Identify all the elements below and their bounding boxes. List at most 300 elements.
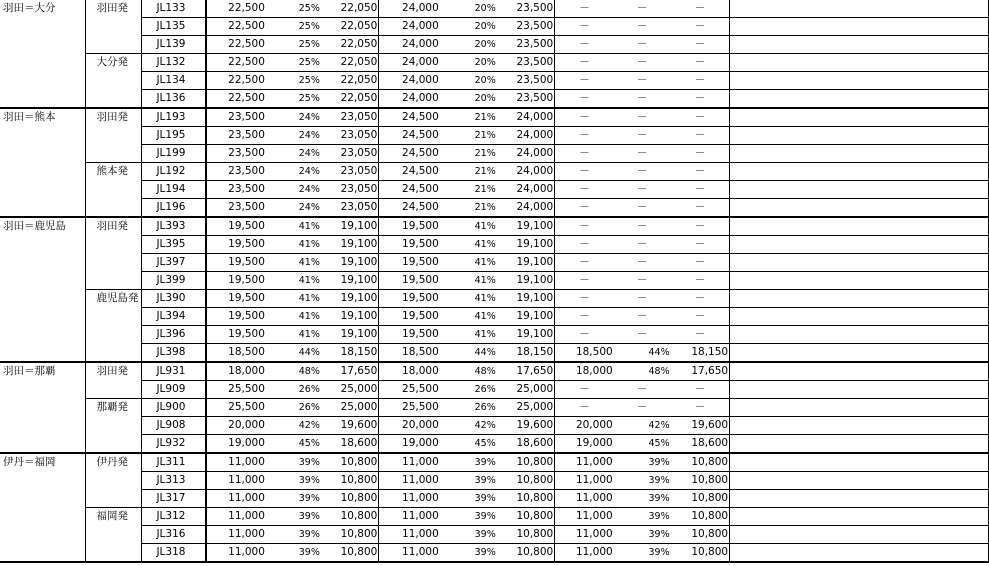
fare-cell: 25%: [266, 54, 321, 72]
blank-cell: [730, 344, 989, 363]
fare-cell: 39%: [440, 490, 497, 508]
fare-cell: －: [671, 199, 730, 218]
fare-cell: 23,050: [321, 163, 379, 181]
fare-cell: 19,500: [206, 217, 266, 236]
fare-cell: －: [614, 326, 671, 344]
fare-cell: 18,500: [379, 344, 440, 363]
fare-cell: 17,650: [497, 362, 555, 381]
fare-cell: 23,500: [206, 199, 266, 218]
direction-label: 羽田発: [86, 0, 142, 54]
fare-cell: 23,500: [497, 54, 555, 72]
table-row: [0, 435, 989, 454]
fare-cell: －: [555, 108, 614, 127]
fare-cell: 45%: [614, 435, 671, 454]
fare-cell: 11,000: [379, 453, 440, 472]
fare-cell: 19,500: [206, 236, 266, 254]
table-row: [0, 108, 989, 127]
fare-cell: 45%: [266, 435, 321, 454]
fare-cell: 11,000: [555, 526, 614, 544]
flight-number: JL139: [142, 36, 206, 54]
fare-cell: 25,000: [497, 381, 555, 399]
fare-cell: 10,800: [497, 508, 555, 526]
fare-cell: 19,100: [321, 217, 379, 236]
fare-cell: 24,500: [379, 108, 440, 127]
flight-number: JL311: [142, 453, 206, 472]
fare-cell: 25%: [266, 90, 321, 109]
fare-cell: 10,800: [671, 544, 730, 563]
fare-cell: 44%: [614, 344, 671, 363]
fare-cell: 11,000: [379, 490, 440, 508]
fare-cell: 39%: [266, 490, 321, 508]
fare-cell: －: [671, 272, 730, 290]
fare-cell: 19,100: [321, 308, 379, 326]
fare-cell: 19,500: [206, 254, 266, 272]
fare-cell: －: [671, 290, 730, 308]
flight-number: JL192: [142, 163, 206, 181]
fare-cell: 23,500: [497, 0, 555, 18]
fare-cell: －: [555, 254, 614, 272]
table-row: [0, 417, 989, 435]
fare-cell: 44%: [266, 344, 321, 363]
fare-cell: 10,800: [671, 490, 730, 508]
fare-cell: 19,500: [379, 326, 440, 344]
fare-cell: 19,100: [497, 236, 555, 254]
direction-label: 羽田発: [86, 217, 142, 290]
fare-cell: 11,000: [206, 508, 266, 526]
fare-cell: －: [671, 0, 730, 18]
fare-cell: －: [614, 308, 671, 326]
fare-cell: －: [614, 0, 671, 18]
blank-cell: [730, 435, 989, 454]
fare-cell: 19,500: [206, 290, 266, 308]
fare-cell: 20%: [440, 72, 497, 90]
fare-cell: 17,650: [671, 362, 730, 381]
fare-cell: －: [555, 181, 614, 199]
fare-cell: 10,800: [497, 526, 555, 544]
blank-cell: [730, 145, 989, 163]
fare-cell: 10,800: [497, 490, 555, 508]
blank-cell: [730, 90, 989, 109]
route-label: 伊丹＝福岡: [0, 453, 86, 562]
blank-cell: [730, 18, 989, 36]
fare-cell: 19,500: [379, 236, 440, 254]
fare-cell: 21%: [440, 181, 497, 199]
fare-cell: 22,050: [321, 90, 379, 109]
fare-cell: 39%: [440, 526, 497, 544]
fare-cell: 41%: [440, 254, 497, 272]
fare-cell: 25,000: [321, 381, 379, 399]
fare-cell: －: [671, 72, 730, 90]
table-row: [0, 54, 989, 72]
table-row: [0, 472, 989, 490]
fare-cell: 41%: [266, 272, 321, 290]
fare-cell: 10,800: [321, 453, 379, 472]
fare-cell: －: [671, 399, 730, 417]
blank-cell: [730, 381, 989, 399]
fare-cell: 41%: [440, 290, 497, 308]
fare-cell: 19,500: [379, 290, 440, 308]
fare-cell: 11,000: [379, 508, 440, 526]
direction-label: 伊丹発: [86, 453, 142, 508]
fare-cell: 22,500: [206, 0, 266, 18]
fare-cell: 24,000: [379, 54, 440, 72]
fare-cell: 18,500: [555, 344, 614, 363]
fare-cell: 23,500: [497, 90, 555, 109]
fare-cell: －: [555, 163, 614, 181]
fare-cell: 39%: [440, 508, 497, 526]
fare-cell: －: [555, 18, 614, 36]
blank-cell: [730, 254, 989, 272]
fare-cell: 23,500: [497, 72, 555, 90]
fare-cell: 23,500: [206, 163, 266, 181]
fare-cell: 39%: [266, 526, 321, 544]
fare-cell: 41%: [440, 326, 497, 344]
fare-cell: 25%: [266, 36, 321, 54]
fare-cell: 11,000: [555, 472, 614, 490]
fare-cell: 41%: [266, 254, 321, 272]
fare-cell: 21%: [440, 145, 497, 163]
fare-cell: 10,800: [321, 508, 379, 526]
fare-cell: 22,500: [206, 18, 266, 36]
fare-cell: 22,500: [206, 72, 266, 90]
fare-cell: 21%: [440, 108, 497, 127]
table-row: [0, 490, 989, 508]
fare-cell: －: [555, 308, 614, 326]
fare-cell: 44%: [440, 344, 497, 363]
fare-cell: 39%: [614, 453, 671, 472]
fare-cell: 18,000: [379, 362, 440, 381]
fare-cell: 17,650: [321, 362, 379, 381]
fare-cell: －: [671, 326, 730, 344]
fare-cell: 39%: [614, 526, 671, 544]
route-label: 羽田＝那覇: [0, 362, 86, 453]
table-row: [0, 526, 989, 544]
fare-cell: 23,500: [206, 108, 266, 127]
fare-cell: 18,600: [497, 435, 555, 454]
flight-number: JL317: [142, 490, 206, 508]
direction-label: 大分発: [86, 54, 142, 109]
fare-cell: 23,500: [206, 127, 266, 145]
flight-number: JL133: [142, 0, 206, 18]
fare-cell: 48%: [614, 362, 671, 381]
fare-cell: －: [671, 381, 730, 399]
fare-cell: 39%: [614, 472, 671, 490]
fare-cell: －: [614, 72, 671, 90]
fare-cell: 18,000: [555, 362, 614, 381]
fare-cell: 41%: [266, 308, 321, 326]
blank-cell: [730, 236, 989, 254]
fare-cell: 23,050: [321, 145, 379, 163]
fare-cell: 24,500: [379, 145, 440, 163]
blank-cell: [730, 36, 989, 54]
direction-label: 羽田発: [86, 362, 142, 399]
blank-cell: [730, 362, 989, 381]
blank-cell: [730, 399, 989, 417]
fare-cell: 19,100: [321, 326, 379, 344]
fare-cell: 41%: [266, 290, 321, 308]
fare-cell: －: [671, 54, 730, 72]
fare-cell: 23,500: [497, 36, 555, 54]
blank-cell: [730, 199, 989, 218]
fare-cell: 24,000: [379, 36, 440, 54]
flight-number: JL316: [142, 526, 206, 544]
fare-cell: 22,500: [206, 54, 266, 72]
fare-cell: 22,500: [206, 90, 266, 109]
flight-number: JL398: [142, 344, 206, 363]
fare-cell: 11,000: [379, 472, 440, 490]
flight-number: JL395: [142, 236, 206, 254]
flight-number: JL312: [142, 508, 206, 526]
fare-cell: －: [614, 18, 671, 36]
fare-cell: 23,500: [497, 18, 555, 36]
fare-cell: 18,500: [206, 344, 266, 363]
fare-cell: －: [555, 0, 614, 18]
fare-cell: 19,100: [321, 236, 379, 254]
fare-cell: 25,000: [497, 399, 555, 417]
blank-cell: [730, 54, 989, 72]
fare-cell: 18,000: [206, 362, 266, 381]
table-row: [0, 308, 989, 326]
flight-number: JL136: [142, 90, 206, 109]
table-row: [0, 508, 989, 526]
blank-cell: [730, 490, 989, 508]
fare-cell: －: [555, 127, 614, 145]
blank-cell: [730, 544, 989, 563]
table-row: [0, 362, 989, 381]
fare-cell: 24,000: [379, 0, 440, 18]
fare-cell: －: [671, 127, 730, 145]
fare-cell: 19,000: [206, 435, 266, 454]
fare-cell: －: [555, 381, 614, 399]
table-row: [0, 254, 989, 272]
blank-cell: [730, 163, 989, 181]
fare-cell: 19,100: [497, 217, 555, 236]
fare-cell: －: [555, 145, 614, 163]
flight-number: JL397: [142, 254, 206, 272]
blank-cell: [730, 417, 989, 435]
flight-number: JL394: [142, 308, 206, 326]
direction-label: 熊本発: [86, 163, 142, 218]
fare-cell: －: [555, 290, 614, 308]
fare-cell: 25,500: [206, 399, 266, 417]
fare-cell: 10,800: [321, 526, 379, 544]
fare-cell: －: [555, 217, 614, 236]
flight-number: JL196: [142, 199, 206, 218]
table-row: [0, 199, 989, 218]
flight-number: JL931: [142, 362, 206, 381]
fare-cell: 22,050: [321, 72, 379, 90]
flight-number: JL195: [142, 127, 206, 145]
fare-cell: 19,500: [379, 308, 440, 326]
table-row: [0, 36, 989, 54]
fare-cell: 24%: [266, 163, 321, 181]
fare-cell: 25%: [266, 18, 321, 36]
fare-cell: 24,000: [497, 127, 555, 145]
flight-number: JL393: [142, 217, 206, 236]
fare-cell: 11,000: [555, 544, 614, 563]
fare-cell: 23,050: [321, 199, 379, 218]
flight-number: JL390: [142, 290, 206, 308]
table-row: [0, 290, 989, 308]
fare-cell: 42%: [440, 417, 497, 435]
fare-cell: 24,000: [497, 163, 555, 181]
fare-cell: 20%: [440, 36, 497, 54]
fare-cell: 19,500: [379, 254, 440, 272]
fare-cell: 48%: [440, 362, 497, 381]
fare-cell: 24%: [266, 181, 321, 199]
fare-cell: 41%: [440, 272, 497, 290]
fare-cell: 39%: [614, 544, 671, 563]
direction-label: 羽田発: [86, 108, 142, 163]
fare-cell: 24%: [266, 199, 321, 218]
blank-cell: [730, 290, 989, 308]
blank-cell: [730, 453, 989, 472]
fare-cell: －: [671, 108, 730, 127]
fare-cell: －: [555, 54, 614, 72]
fare-cell: －: [614, 54, 671, 72]
fare-cell: 39%: [440, 453, 497, 472]
fare-cell: 24%: [266, 127, 321, 145]
fare-cell: 19,100: [497, 272, 555, 290]
fare-cell: 26%: [266, 381, 321, 399]
fare-cell: 19,100: [497, 308, 555, 326]
table-row: [0, 0, 989, 18]
fare-cell: 18,150: [497, 344, 555, 363]
fare-cell: 11,000: [379, 526, 440, 544]
fare-cell: 24,000: [497, 181, 555, 199]
fare-cell: 19,500: [206, 326, 266, 344]
fare-cell: 20,000: [379, 417, 440, 435]
fare-cell: 25%: [266, 72, 321, 90]
fare-cell: 39%: [266, 472, 321, 490]
table-row: [0, 127, 989, 145]
table-row: [0, 217, 989, 236]
fare-cell: 25,000: [321, 399, 379, 417]
blank-cell: [730, 308, 989, 326]
fare-cell: －: [555, 272, 614, 290]
fare-cell: 21%: [440, 163, 497, 181]
table-row: [0, 18, 989, 36]
fare-cell: 11,000: [206, 526, 266, 544]
fare-cell: －: [671, 217, 730, 236]
fare-cell: 23,050: [321, 108, 379, 127]
blank-cell: [730, 72, 989, 90]
blank-cell: [730, 108, 989, 127]
fare-cell: －: [555, 199, 614, 218]
flight-number: JL900: [142, 399, 206, 417]
fare-cell: 25,500: [379, 399, 440, 417]
fare-cell: 19,100: [321, 254, 379, 272]
fare-cell: 20%: [440, 0, 497, 18]
fare-cell: 42%: [266, 417, 321, 435]
fare-cell: 23,050: [321, 181, 379, 199]
fare-cell: 24,000: [379, 72, 440, 90]
fare-cell: 39%: [614, 490, 671, 508]
table-row: [0, 72, 989, 90]
fare-cell: 19,100: [321, 290, 379, 308]
fare-cell: －: [671, 163, 730, 181]
flight-number: JL199: [142, 145, 206, 163]
blank-cell: [730, 217, 989, 236]
table-row: [0, 90, 989, 109]
fare-cell: 21%: [440, 199, 497, 218]
fare-cell: 11,000: [555, 508, 614, 526]
fare-cell: 10,800: [671, 453, 730, 472]
fare-cell: 41%: [440, 217, 497, 236]
fare-cell: －: [555, 90, 614, 109]
blank-cell: [730, 508, 989, 526]
fare-cell: 24,500: [379, 163, 440, 181]
fare-cell: 41%: [266, 217, 321, 236]
fare-cell: 25,500: [379, 381, 440, 399]
flight-number: JL932: [142, 435, 206, 454]
table-row: [0, 181, 989, 199]
fare-cell: 24%: [266, 145, 321, 163]
fare-cell: －: [614, 254, 671, 272]
table-row: [0, 399, 989, 417]
fare-cell: 39%: [266, 453, 321, 472]
fare-cell: －: [614, 217, 671, 236]
flight-number: JL318: [142, 544, 206, 563]
flight-number: JL399: [142, 272, 206, 290]
fare-cell: －: [614, 399, 671, 417]
fare-cell: －: [614, 199, 671, 218]
fare-cell: 19,100: [497, 326, 555, 344]
flight-number: JL909: [142, 381, 206, 399]
flight-number: JL908: [142, 417, 206, 435]
fare-cell: 23,050: [321, 127, 379, 145]
fare-cell: 22,050: [321, 18, 379, 36]
fare-cell: 24,500: [379, 127, 440, 145]
fare-cell: 11,000: [206, 544, 266, 563]
fare-cell: 22,500: [206, 36, 266, 54]
fare-cell: 18,150: [671, 344, 730, 363]
fare-cell: 24,500: [379, 181, 440, 199]
fare-cell: 11,000: [555, 490, 614, 508]
fare-cell: －: [671, 18, 730, 36]
fare-cell: 19,600: [497, 417, 555, 435]
direction-label: 福岡発: [86, 508, 142, 563]
fare-cell: 19,600: [671, 417, 730, 435]
table-row: [0, 344, 989, 363]
fare-cell: －: [671, 145, 730, 163]
fare-cell: 39%: [266, 508, 321, 526]
fare-cell: 41%: [440, 308, 497, 326]
fare-cell: 41%: [266, 326, 321, 344]
fare-cell: 18,150: [321, 344, 379, 363]
fare-cell: 24,500: [379, 199, 440, 218]
fare-cell: 19,100: [497, 254, 555, 272]
fare-cell: 24,000: [497, 199, 555, 218]
fare-cell: 19,500: [206, 308, 266, 326]
flight-number: JL313: [142, 472, 206, 490]
table-row: [0, 381, 989, 399]
fare-cell: －: [614, 272, 671, 290]
fare-cell: 22,050: [321, 54, 379, 72]
fare-cell: 24,000: [497, 108, 555, 127]
fare-cell: 39%: [440, 544, 497, 563]
fare-cell: 11,000: [206, 453, 266, 472]
table-row: [0, 453, 989, 472]
fare-cell: －: [614, 108, 671, 127]
fare-cell: 19,000: [555, 435, 614, 454]
fare-cell: －: [671, 90, 730, 109]
fare-cell: 11,000: [206, 490, 266, 508]
fare-cell: －: [555, 326, 614, 344]
route-label: 羽田＝熊本: [0, 108, 86, 217]
fare-cell: 39%: [266, 544, 321, 563]
fare-cell: 24%: [266, 108, 321, 127]
